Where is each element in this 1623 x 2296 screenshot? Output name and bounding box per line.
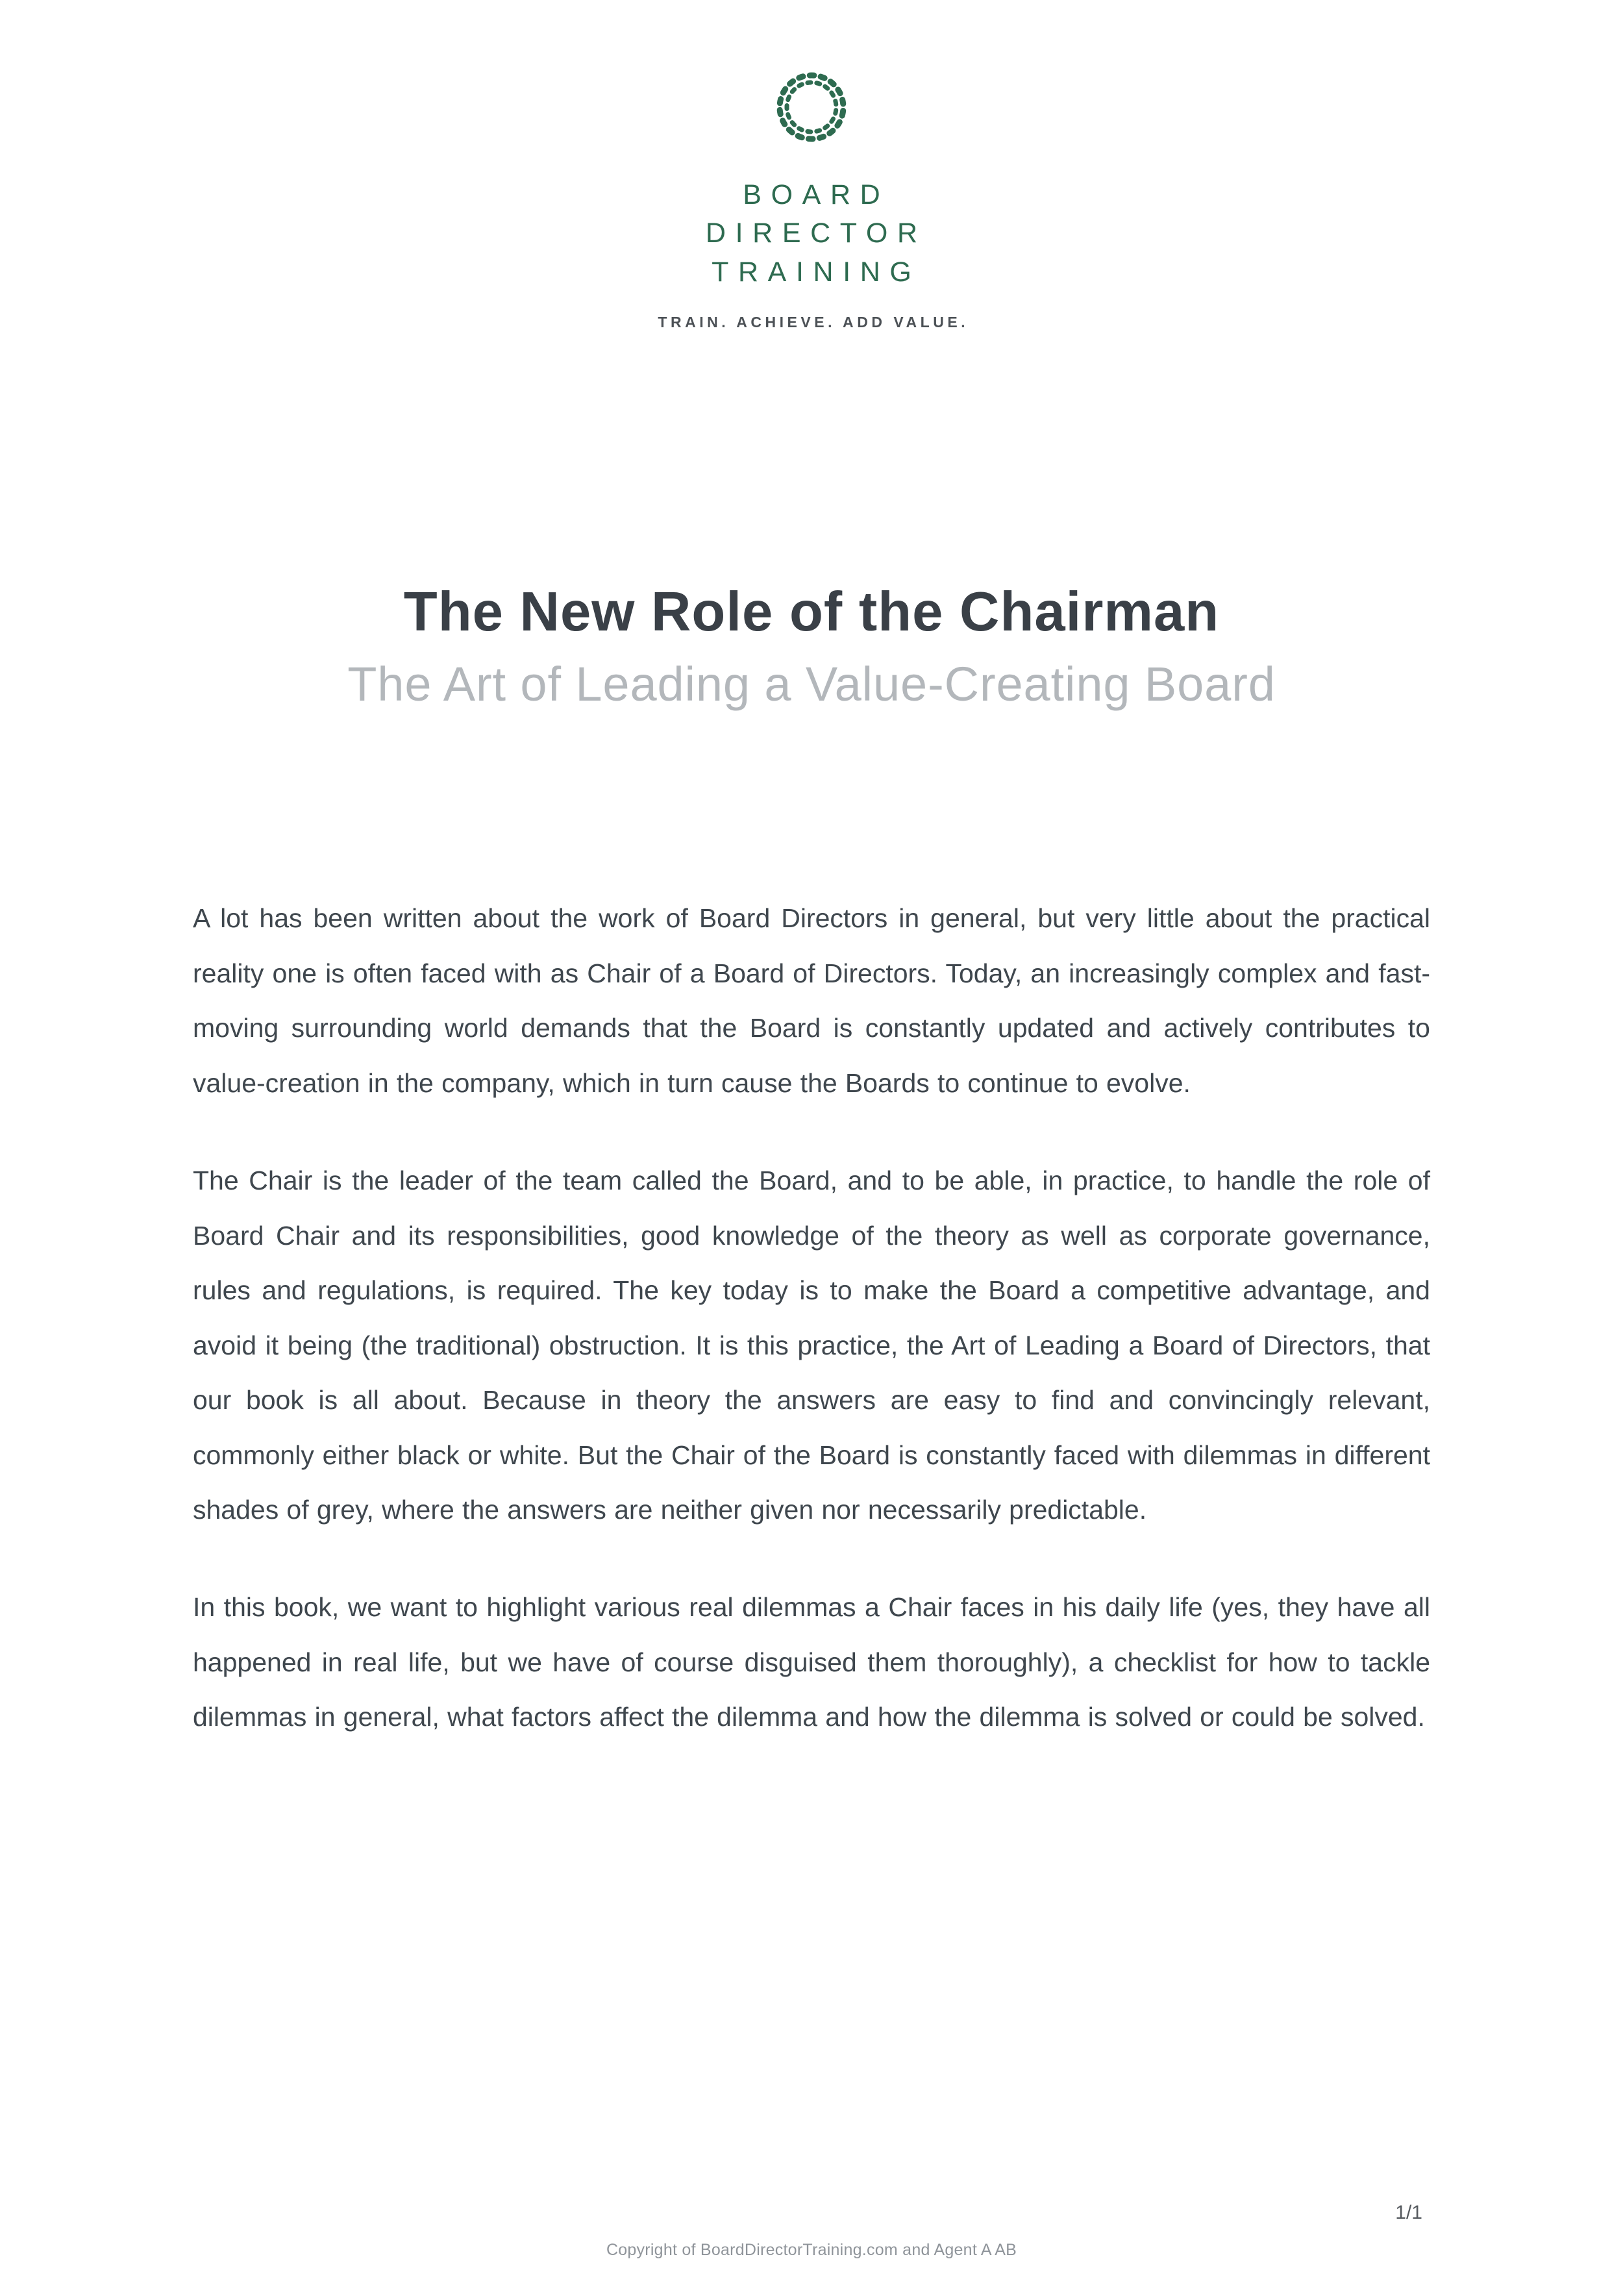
copyright-notice: Copyright of BoardDirectorTraining.com and Agent A AB [606, 2241, 1017, 2259]
page-footer [193, 2202, 1430, 2260]
logo-block [193, 58, 1430, 331]
brand-line-director: DIRECTOR [705, 218, 927, 249]
document-subtitle: The Art of Leading a Value-Creating Board [347, 656, 1276, 711]
paragraph-intro: A lot has been written about the work of Board Directors in general, but very little about the practical reality one is often faced with as Chair of a Board of Directors. Today, an increasingly complex and fast-moving surrounding world demands that the Board is constantly updated and actively contributes to value-creation in the company, which in turn cause the Boards to continue to evolve. [193, 903, 1430, 1098]
laurel-wreath-icon [763, 58, 860, 156]
brand-line-training: TRAINING [712, 256, 921, 288]
page-number: 1/1 [1395, 2202, 1422, 2223]
document-body [193, 891, 1430, 1744]
paragraph-book-purpose: In this book, we want to highlight various real dilemmas a Chair faces in his daily life (yes, they have all happened in real life, but we have of course disguised them thoroughly), a checklist for how to tackle dilemmas in general, what factors affect the dilemma and how the dilemma is solved or could be solved. [193, 1592, 1430, 1732]
title-block [193, 579, 1430, 715]
document-title: The New Role of the Chairman [403, 580, 1220, 643]
brand-name [193, 176, 1430, 292]
brand-line-board: BOARD [743, 179, 890, 210]
paragraph-chair-role: The Chair is the leader of the team called the Board, and to be able, in practice, to handle the role of Board Chair and its responsibilities, good knowledge of the theory as well as corporate governance, rules and regulations, is required. The key today is to make the Board a competitive advantage, and avoid it being (the traditional) obstruction. It is this practice, the Art of Leading a Board of Directors, that our book is all about. Because in theory the answers are easy to find and convincingly relevant, commonly either black or white. But the Chair of the Board is constantly faced with dilemmas in different shades of grey, where the answers are neither given nor necessarily predictable. [193, 1166, 1430, 1525]
brand-tagline: TRAIN. ACHIEVE. ADD VALUE. [658, 313, 969, 331]
